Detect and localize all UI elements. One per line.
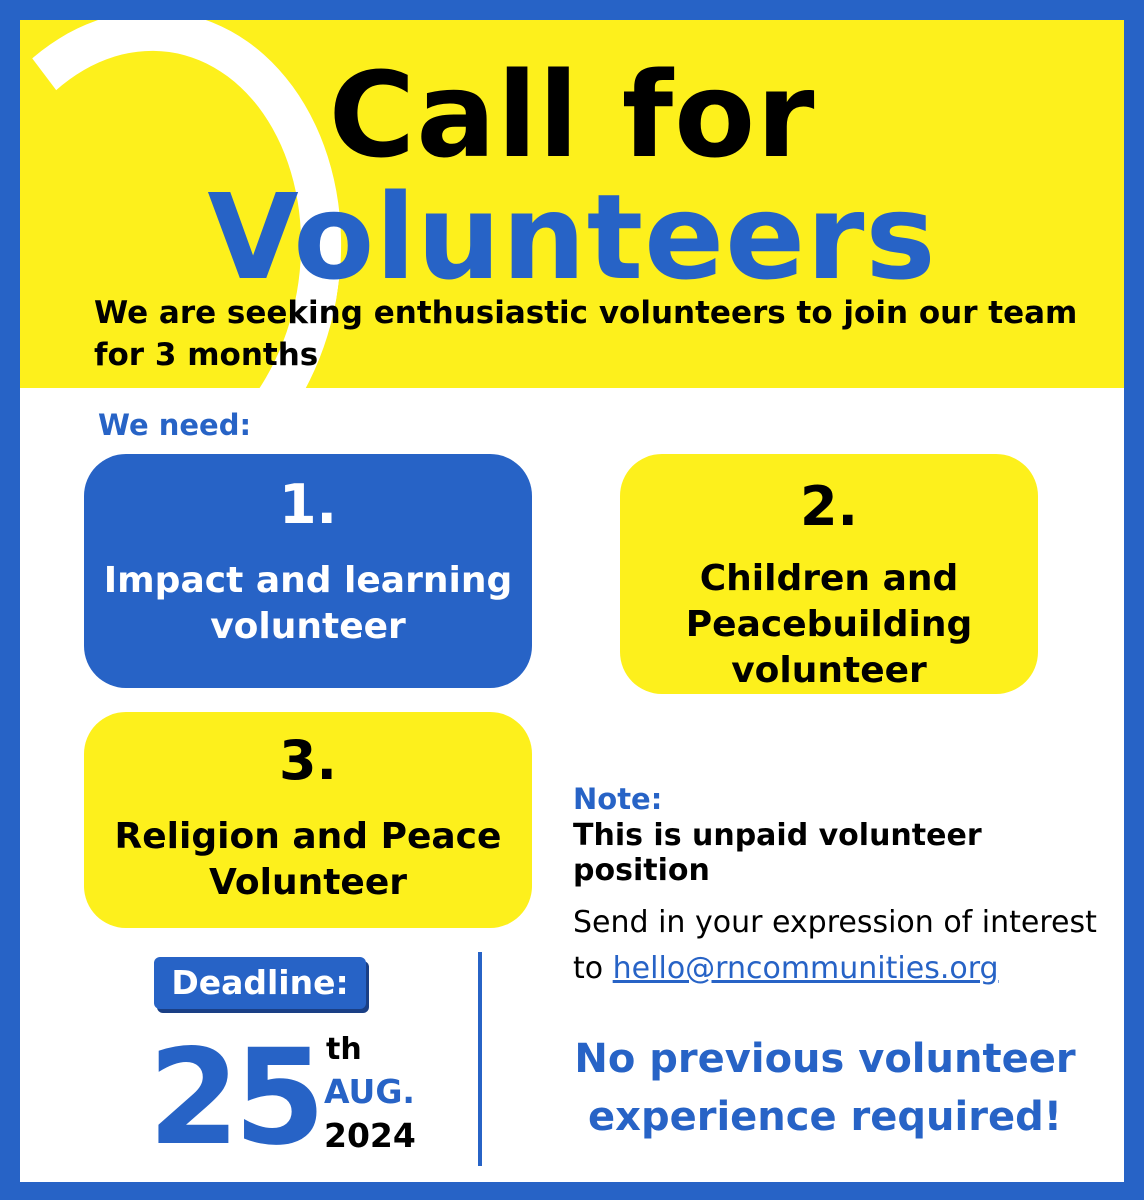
- role-label: Impact and learning volunteer: [103, 560, 513, 647]
- deadline-badge: Deadline:: [154, 957, 366, 1009]
- we-need-heading: We need:: [98, 408, 252, 442]
- contact-text: [573, 900, 1123, 992]
- role-card-1: [84, 454, 532, 688]
- role-card-3: [84, 712, 532, 928]
- deadline-day-suffix: th: [326, 1032, 362, 1067]
- email-link[interactable]: hello@rncommunities.org: [612, 951, 999, 986]
- deadline-day: 25: [148, 1021, 320, 1175]
- role-number: 3.: [278, 729, 338, 792]
- subtitle: We are seeking enthusiastic volunteers to join our team for 3 months: [94, 295, 1078, 373]
- role-number: 1.: [278, 473, 338, 536]
- contact-intro: Send in your expression of interest to: [573, 905, 1097, 986]
- divider: [478, 952, 482, 1166]
- title-line-2: Volunteers: [207, 168, 937, 306]
- role-label: Children and Peacebuilding volunteer: [685, 558, 973, 691]
- role-label: Religion and Peace Volunteer: [114, 816, 502, 903]
- deadline-month: AUG.: [324, 1072, 415, 1111]
- note-label: Note:: [573, 782, 663, 816]
- role-card-2: [620, 454, 1038, 694]
- note-text: This is unpaid volunteer position: [573, 818, 982, 888]
- deadline-year: 2024: [324, 1116, 416, 1155]
- closing-message: No previous volunteer experience required!: [574, 1036, 1076, 1140]
- role-number: 2.: [799, 475, 859, 538]
- header-band: [20, 20, 1124, 388]
- title-line-1: Call for: [328, 46, 816, 184]
- poster: [20, 20, 1124, 1182]
